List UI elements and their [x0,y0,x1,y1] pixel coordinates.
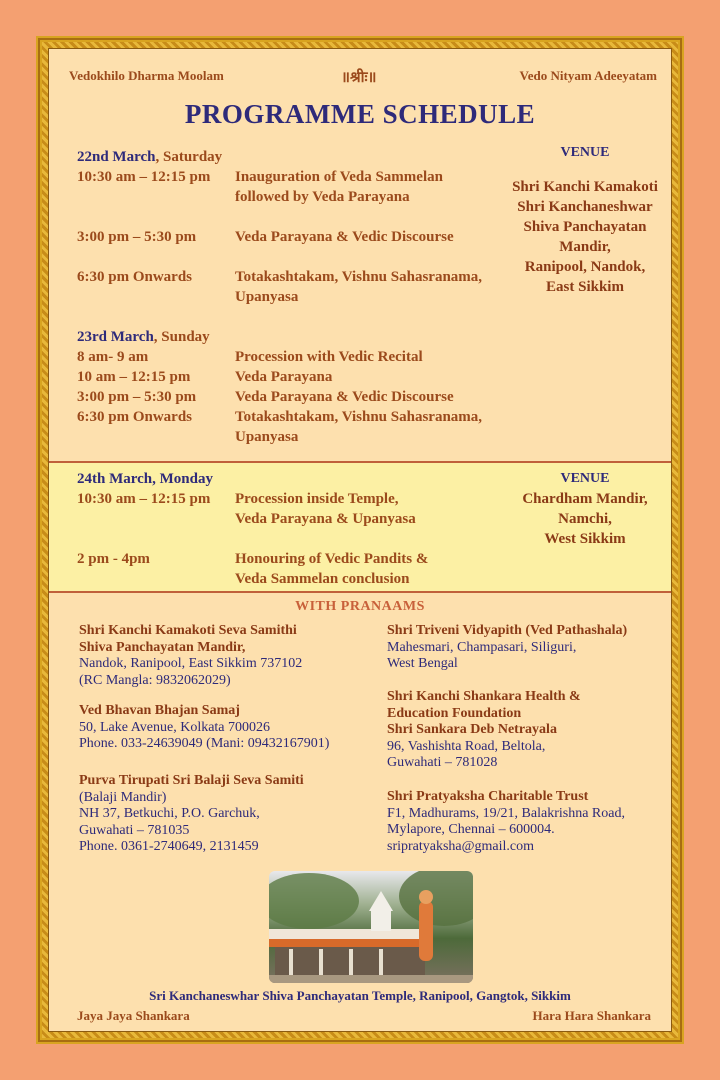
schedule-time: 3:00 pm – 5:30 pm [77,389,197,405]
schedule-activity: Procession inside Temple, Veda Parayana & Upanyasa [235,491,416,527]
schedule-time: 2 pm - 4pm [77,551,150,567]
organisation-contact: Shri Pratyaksha Charitable Trust F1, Madhurams, 19/21, Balakrishna Road, Mylapore, Chennai – 600004. sripratyaksha@gmail.com [387,789,625,854]
schedule-time: 6:30 pm Onwards [77,269,193,285]
schedule-time: 6:30 pm Onwards [77,409,193,425]
schedule-activity: Veda Parayana [235,369,333,385]
schedule-time: 10 am – 12:15 pm [77,369,191,385]
schedule-activity: Veda Parayana & Vedic Discourse [235,389,454,405]
temple-illustration [269,871,473,983]
page-title: PROGRAMME SCHEDULE [184,99,536,129]
schedule-activity: Inauguration of Veda Sammelan followed by Veda Parayana [235,169,443,205]
organisation-contact: Ved Bhavan Bhajan Samaj 50, Lake Avenue, Kolkata 700026 Phone. 033-24639049 (Mani: 09432167901) [79,703,330,751]
day2-date: 23rd March, Sunday [77,329,210,345]
schedule-time: 3:00 pm – 5:30 pm [77,229,197,245]
venue-2: VENUE Chardham Mandir, Namchi, West Sikkim [501,469,669,549]
venue-1: VENUE Shri Kanchi Kamakoti Shri Kanchaneshwar Shiva Panchayatan Mandir, Ranipool, Nandok, East Sikkim [501,143,669,297]
header-sri-symbol: ॥श्रीः॥ [341,70,377,86]
day3-band [49,461,671,593]
with-pranaams-heading: WITH PRANAAMS [295,599,425,614]
schedule-activity: Totakashtakam, Vishnu Sahasranama, Upanyasa [235,269,483,305]
schedule-activity: Honouring of Vedic Pandits & Veda Sammelan conclusion [235,551,429,587]
ornamental-frame [36,36,684,1044]
venue-heading: VENUE [560,471,610,486]
schedule-activity: Totakashtakam, Vishnu Sahasranama, Upanyasa [235,409,483,445]
poster-panel [48,48,672,1032]
footer-left-chant: Jaya Jaya Shankara [77,1008,190,1023]
organisation-contact: Shri Triveni Vidyapith (Ved Pathashala) Mahesmari, Champasari, Siliguri, West Bengal [387,623,628,671]
schedule-activity: Procession with Vedic Recital [235,349,423,365]
schedule-time: 10:30 am – 12:15 pm [77,491,211,507]
schedule-time: 10:30 am – 12:15 pm [77,169,211,185]
schedule-activity: Veda Parayana & Vedic Discourse [235,229,454,245]
day1-date: 22nd March, Saturday [77,149,223,165]
organisation-contact: Purva Tirupati Sri Balaji Seva Samiti (Balaji Mandir) NH 37, Betkuchi, P.O. Garchuk, Guwahati – 781035 Phone. 0361-2740649, 2131459 [79,773,304,854]
schedule-time: 8 am- 9 am [77,349,149,365]
header-left-motto: Vedokhilo Dharma Moolam [69,68,224,83]
organisation-contact: Shri Kanchi Shankara Health & Education Foundation Shri Sankara Deb Netrayala 96, Vashishta Road, Beltola, Guwahati – 781028 [387,689,581,770]
temple-caption: Sri Kanchaneswhar Shiva Panchayatan Temple, Ranipool, Gangtok, Sikkim [149,988,571,1003]
header-right-motto: Vedo Nityam Adeeyatam [519,68,657,83]
day3-date: 24th March, Monday [77,471,213,487]
temple-photo [269,871,473,983]
venue-heading: VENUE [560,145,610,160]
organisation-contact: Shri Kanchi Kamakoti Seva Samithi Shiva Panchayatan Mandir, Nandok, Ranipool, East Sikkim 737102 (RC Mangla: 9832062029) [79,623,303,688]
footer-right-chant: Hara Hara Shankara [532,1008,651,1023]
